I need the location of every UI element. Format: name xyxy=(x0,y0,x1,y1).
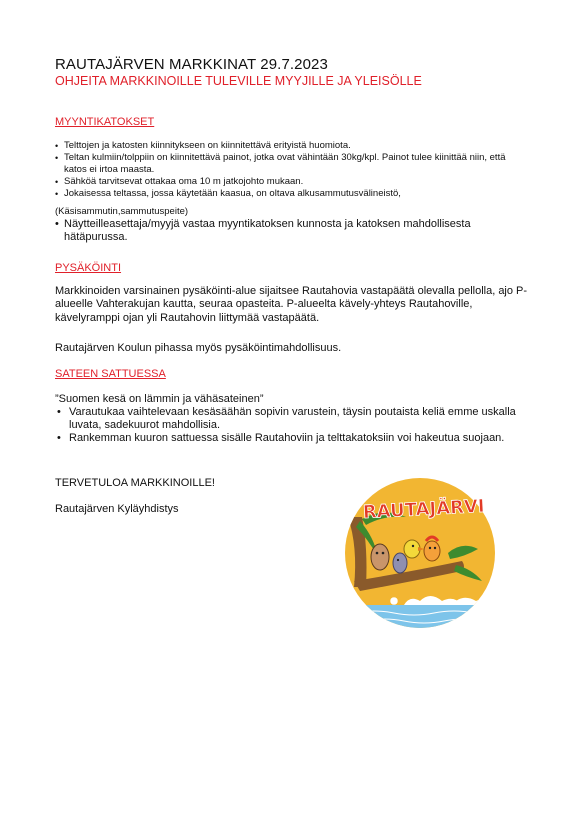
section-heading-pysakointi: PYSÄKÖINTI xyxy=(55,262,122,274)
list-item: • Jokaisessa teltassa, jossa käytetään kaasua, on oltava alkusammutusvälineistö, xyxy=(55,188,525,200)
list-item: • Varautukaa vaihtelevaan kesäsäähän sopivin varustein, täysin poutaista keliä emme uskalla luvata, sadekuurot mahdollisia. xyxy=(57,406,517,432)
character-bird xyxy=(404,540,420,558)
summer-quote: ”Suomen kesä on lämmin ja vähäsateinen” xyxy=(55,393,264,405)
welcome-text: TERVETULOA MARKKINOILLE! xyxy=(55,477,215,489)
small-sun xyxy=(390,597,398,605)
parking-paragraph: Markkinoiden varsinainen pysäköinti-alue sijaitsee Rautahovia vastapäätä olevalla pellolla, ajo P-alueelle Vahterakujan kautta, seuraa opasteita. P-alueelta kävely-yhteys Rautahoville, kävelyramppi ojan yli Rautahovin liittymää vastapäätä. xyxy=(55,285,528,324)
character-left xyxy=(371,544,389,570)
extinguisher-note: (Käsisammutin,sammutuspeite) xyxy=(55,206,189,217)
list-item: • Sähköä tarvitsevat ottakaa oma 10 m jatkojohto mukaan. xyxy=(55,176,525,188)
signature: Rautajärven Kyläyhdistys xyxy=(55,503,179,515)
list-item: • Näytteilleasettaja/myyjä vastaa myyntikatoksen kunnosta ja katoksen mahdollisesta hätäpurussa. xyxy=(55,218,525,244)
list-item: • Rankemman kuuron sattuessa sisälle Rautahoviin ja telttakatoksiin voi hakeutua suojaan. xyxy=(57,432,517,445)
list-item: • Teltan kulmiin/tolppiin on kiinnitettävä painot, jotka ovat vähintään 30kg/kpl. Painot tulee kiinittää niin, että katos ei irtoa maasta. xyxy=(55,152,525,176)
rain-bullet-list xyxy=(57,406,517,445)
myyntikatokset-responsibility-list xyxy=(55,218,525,244)
myyntikatokset-bullet-list xyxy=(55,140,525,200)
rautajarvi-logo xyxy=(344,477,496,629)
list-item: • Telttojen ja katosten kiinnitykseen on kiinnitettävä erityistä huomiota. xyxy=(55,140,525,152)
logo-text: RAUTAJÄRVI xyxy=(362,495,486,524)
character-right xyxy=(424,541,440,561)
page-subtitle: OHJEITA MARKKINOILLE TULEVILLE MYYJILLE JA YLEISÖLLE xyxy=(55,74,422,88)
section-heading-myyntikatokset: MYYNTIKATOKSET xyxy=(55,116,155,128)
school-parking-paragraph: Rautajärven Koulun pihassa myös pysäköintimahdollisuus. xyxy=(55,342,342,354)
page-title: RAUTAJÄRVEN MARKKINAT 29.7.2023 xyxy=(55,56,328,73)
character-middle xyxy=(393,553,407,573)
water xyxy=(344,605,496,629)
section-heading-sateen-sattuessa: SATEEN SATTUESSA xyxy=(55,368,166,380)
